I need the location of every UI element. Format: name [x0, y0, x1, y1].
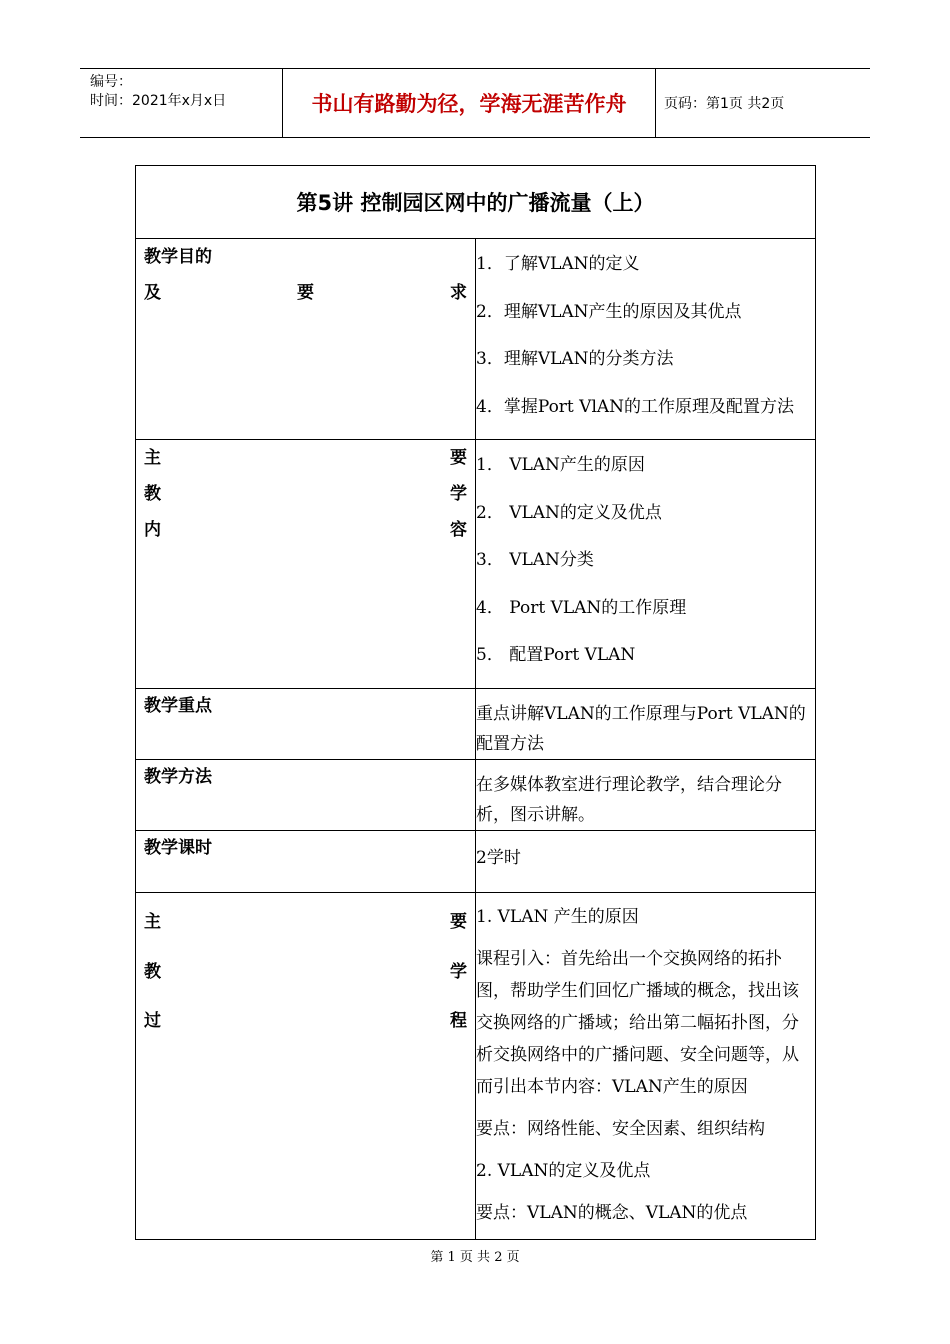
- process-paragraph: 要点：VLAN的概念、VLAN的优点: [476, 1203, 748, 1223]
- process-paragraph: 要点：网络性能、安全因素、组织结构: [476, 1119, 765, 1139]
- process-paragraph: 2. VLAN的定义及优点: [476, 1161, 651, 1181]
- key-content: [476, 689, 816, 760]
- process-label-line: 主 要: [144, 912, 467, 932]
- content-label: [136, 440, 476, 689]
- process-label: [136, 893, 476, 1240]
- header-meta: [90, 73, 226, 111]
- content-item: 1． VLAN产生的原因: [476, 455, 645, 475]
- objective-item: 4．掌握Port VlAN的工作原理及配置方法: [476, 396, 795, 417]
- key-label: 教学重点: [136, 689, 476, 760]
- time-label: 时间：2021年x月x日: [90, 93, 227, 109]
- content-item: 3． VLAN分类: [476, 550, 594, 570]
- process-label-line: 过 程: [144, 1011, 467, 1031]
- process-paragraph: 课程引入：首先给出一个交换网络的拓扑图，帮助学生们回忆广播域的概念，找出该交换网络的广播域；给出第二幅拓扑图，分析交换网络中的广播问题、安全问题等，从而引出本节内容：VLAN产生的原因: [476, 949, 799, 1097]
- method-content: [476, 760, 816, 831]
- objectives-content: [476, 239, 816, 440]
- hours-label: 教学课时: [136, 831, 476, 893]
- main-content: [476, 440, 816, 689]
- objective-item: 2．理解VLAN产生的原因及其优点: [476, 301, 742, 322]
- objectives-label: [136, 239, 476, 440]
- content-item: 4． Port VLAN的工作原理: [476, 597, 687, 618]
- objectives-label-line: 及 要 求: [144, 283, 467, 303]
- lesson-title: 第5讲 控制园区网中的广播流量（上）: [136, 166, 816, 239]
- objective-item: 1．了解VLAN的定义: [476, 254, 640, 274]
- page-footer: 第 1 页 共 2 页: [430, 1250, 520, 1265]
- key-text: 重点讲解VLAN的工作原理与Port VLAN的配置方法: [476, 704, 806, 754]
- process-paragraph: 1. VLAN 产生的原因: [476, 907, 639, 927]
- content-item: 2． VLAN的定义及优点: [476, 502, 662, 523]
- objective-item: 3．理解VLAN的分类方法: [476, 349, 674, 369]
- process-content: [476, 893, 816, 1240]
- lesson-table: [135, 165, 816, 1240]
- hours-content: [476, 831, 816, 893]
- method-text: 在多媒体教室进行理论教学，结合理论分析，图示讲解。: [476, 775, 782, 825]
- page-header: [80, 68, 870, 138]
- header-page-info: 页码：第1页 共2页: [664, 96, 785, 112]
- hours-text: 2学时: [476, 848, 521, 868]
- content-label-line: 内 容: [144, 520, 467, 540]
- content-item: 5． 配置Port VLAN: [476, 645, 636, 665]
- number-label: 编号：: [90, 74, 132, 90]
- method-label: 教学方法: [136, 760, 476, 831]
- content-label-line: 主 要: [144, 448, 467, 468]
- process-label-line: 教 学: [144, 962, 467, 982]
- header-motto: 书山有路勤为径，学海无涯苦作舟: [282, 69, 656, 137]
- objectives-label-line: 教学目的: [144, 247, 212, 267]
- content-label-line: 教 学: [144, 484, 467, 504]
